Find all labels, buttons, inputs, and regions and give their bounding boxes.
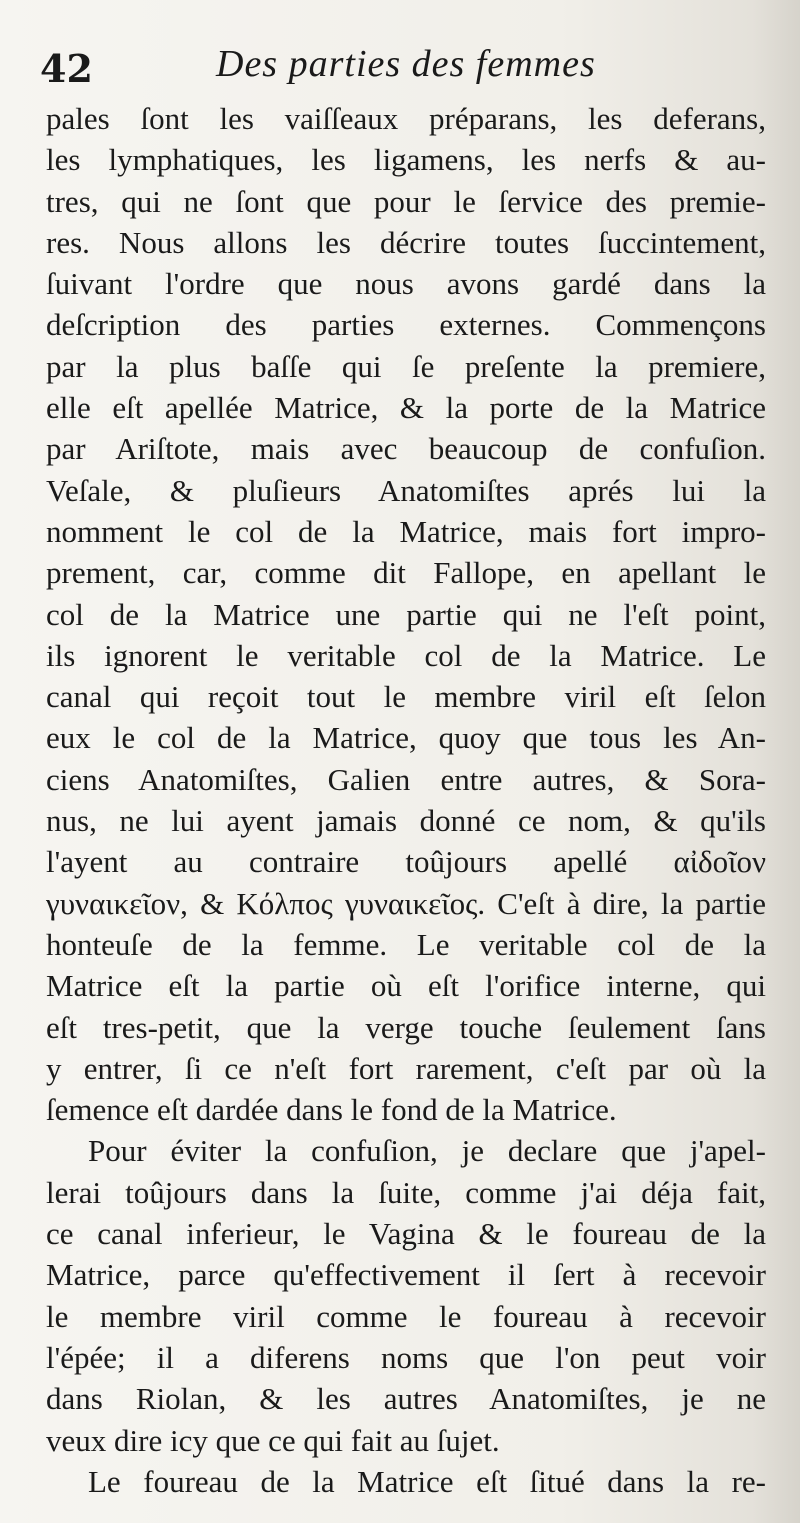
text-line: eux le col de la Matrice, quoy que tous les An- bbox=[46, 720, 766, 756]
text-line: γυναικεῖον, & Κόλπος γυναικεῖος. C'eſt à dire, la partie bbox=[46, 885, 766, 921]
text-line: col de la Matrice une partie qui ne l'eſt point, bbox=[46, 596, 766, 632]
text-line: res. Nous allons les décrire toutes ſuccintement, bbox=[46, 224, 766, 260]
text-line: les lymphatiques, les ligamens, les nerfs & au- bbox=[46, 142, 766, 178]
text-line: Le foureau de la Matrice eſt ſitué dans la re- bbox=[88, 1463, 766, 1499]
page-number: 42 bbox=[40, 46, 93, 91]
text-line: y entrer, ſi ce n'eſt fort rarement, c'eſt par où la bbox=[46, 1050, 766, 1086]
text-line: nus, ne lui ayent jamais donné ce nom, & qu'ils bbox=[46, 803, 766, 839]
text-line: par la plus baſſe qui ſe preſente la premiere, bbox=[46, 348, 766, 384]
text-line: ciens Anatomiſtes, Galien entre autres, & Sora- bbox=[46, 761, 766, 797]
page-header bbox=[40, 42, 740, 98]
text-line: nomment le col de la Matrice, mais fort impro- bbox=[46, 513, 766, 549]
text-line: ce canal inferieur, le Vagina & le foureau de la bbox=[46, 1216, 766, 1252]
text-line: tres, qui ne ſont que pour le ſervice des premie- bbox=[46, 183, 766, 219]
text-line: le membre viril comme le foureau à recevoir bbox=[46, 1298, 766, 1334]
text-line: dans Riolan, & les autres Anatomiſtes, je ne bbox=[46, 1381, 766, 1417]
text-line: lerai toûjours dans la ſuite, comme j'ai déja fait, bbox=[46, 1174, 766, 1210]
body-text bbox=[46, 98, 766, 1502]
text-line: deſcription des parties externes. Commençons bbox=[46, 307, 766, 343]
text-line: Matrice eſt la partie où eſt l'orifice interne, qui bbox=[46, 968, 766, 1004]
text-line: l'ayent au contraire toûjours apellé αἰδοῖον bbox=[46, 844, 766, 880]
text-line: l'épée; il a diferens noms que l'on peut voir bbox=[46, 1339, 766, 1375]
text-line: ſuivant l'ordre que nous avons gardé dans la bbox=[46, 266, 766, 302]
text-line: Pour éviter la confuſion, je declare que j'apel- bbox=[88, 1133, 766, 1169]
text-line: prement, car, comme dit Fallope, en apellant le bbox=[46, 555, 766, 591]
text-line: ils ignorent le veritable col de la Matrice. Le bbox=[46, 637, 766, 673]
text-line: Veſale, & pluſieurs Anatomiſtes aprés lui la bbox=[46, 472, 766, 508]
running-title: Des parties des femmes bbox=[216, 43, 596, 85]
text-line: veux dire icy que ce qui fait au ſujet. bbox=[46, 1422, 500, 1458]
text-line: Matrice, parce qu'effectivement il ſert à recevoir bbox=[46, 1257, 766, 1293]
text-line: ſemence eſt dardée dans le fond de la Matrice. bbox=[46, 1092, 617, 1128]
text-line: pales ſont les vaiſſeaux préparans, les deferans, bbox=[46, 101, 766, 136]
text-line: honteuſe de la femme. Le veritable col de la bbox=[46, 926, 766, 962]
text-line: elle eſt apellée Matrice, & la porte de la Matrice bbox=[46, 390, 766, 426]
text-line: eſt tres-petit, que la verge touche ſeulement ſans bbox=[46, 1009, 766, 1045]
text-line: canal qui reçoit tout le membre viril eſt ſelon bbox=[46, 679, 766, 715]
text-line: par Ariſtote, mais avec beaucoup de confuſion. bbox=[46, 431, 766, 467]
